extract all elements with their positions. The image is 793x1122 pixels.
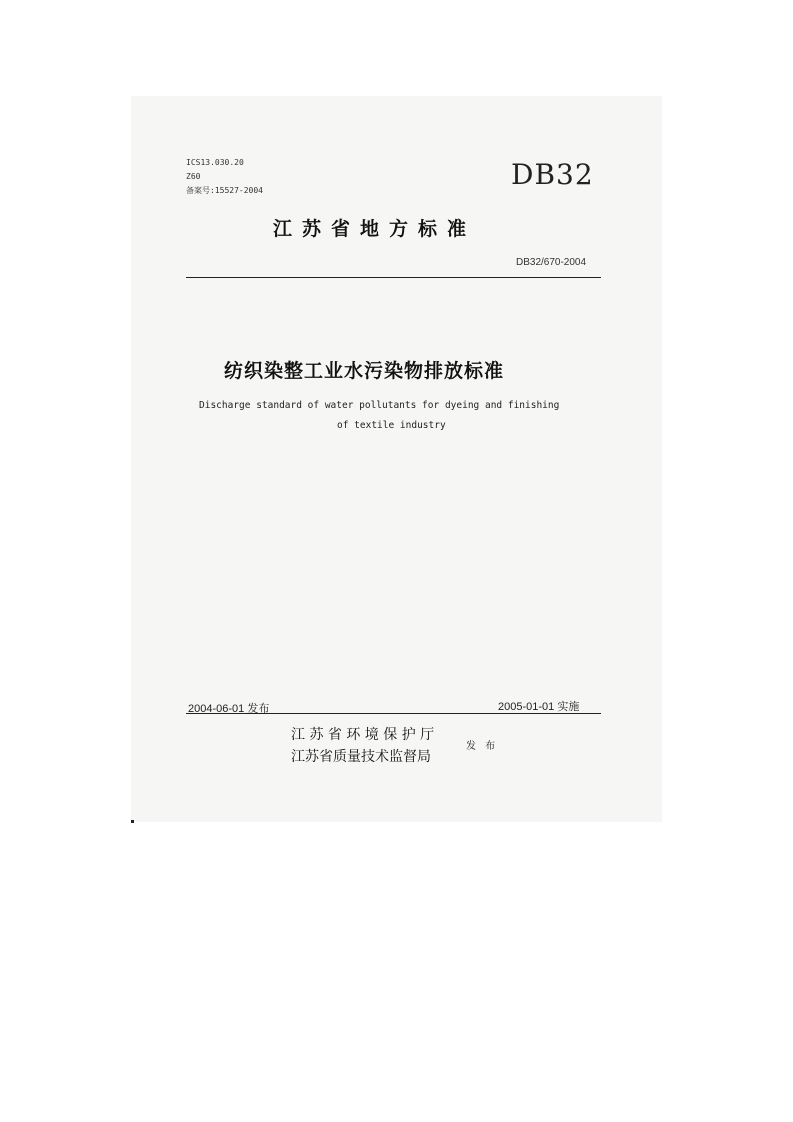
record-number: 备案号:15527-2004 xyxy=(186,186,263,195)
publish-label: 发 布 xyxy=(466,741,499,752)
document-title-en-line2: of textile industry xyxy=(337,420,446,431)
issue-date: 2004-06-01 发布 xyxy=(188,703,270,715)
document-title-en-line1: Discharge standard of water pollutants for dyeing and finishing xyxy=(199,400,560,411)
footer-rule xyxy=(186,713,601,714)
scanned-page xyxy=(131,96,662,822)
scan-speck xyxy=(131,820,134,823)
header-rule xyxy=(186,277,601,278)
ics-code: ICS13.030.20 xyxy=(186,158,244,167)
standard-type-heading: 江苏省地方标准 xyxy=(273,218,477,240)
classification-code: Z60 xyxy=(186,172,201,181)
db32-logo: DB32 xyxy=(511,158,594,191)
standard-number: DB32/670-2004 xyxy=(516,257,587,268)
issuer-environment-department: 江 苏 省 环 境 保 护 厅 xyxy=(291,727,435,743)
document-title-cn: 纺织染整工业水污染物排放标准 xyxy=(224,360,505,382)
implementation-date: 2005-01-01 实施 xyxy=(498,701,580,713)
issuer-quality-bureau: 江苏省质量技术监督局 xyxy=(291,749,431,765)
